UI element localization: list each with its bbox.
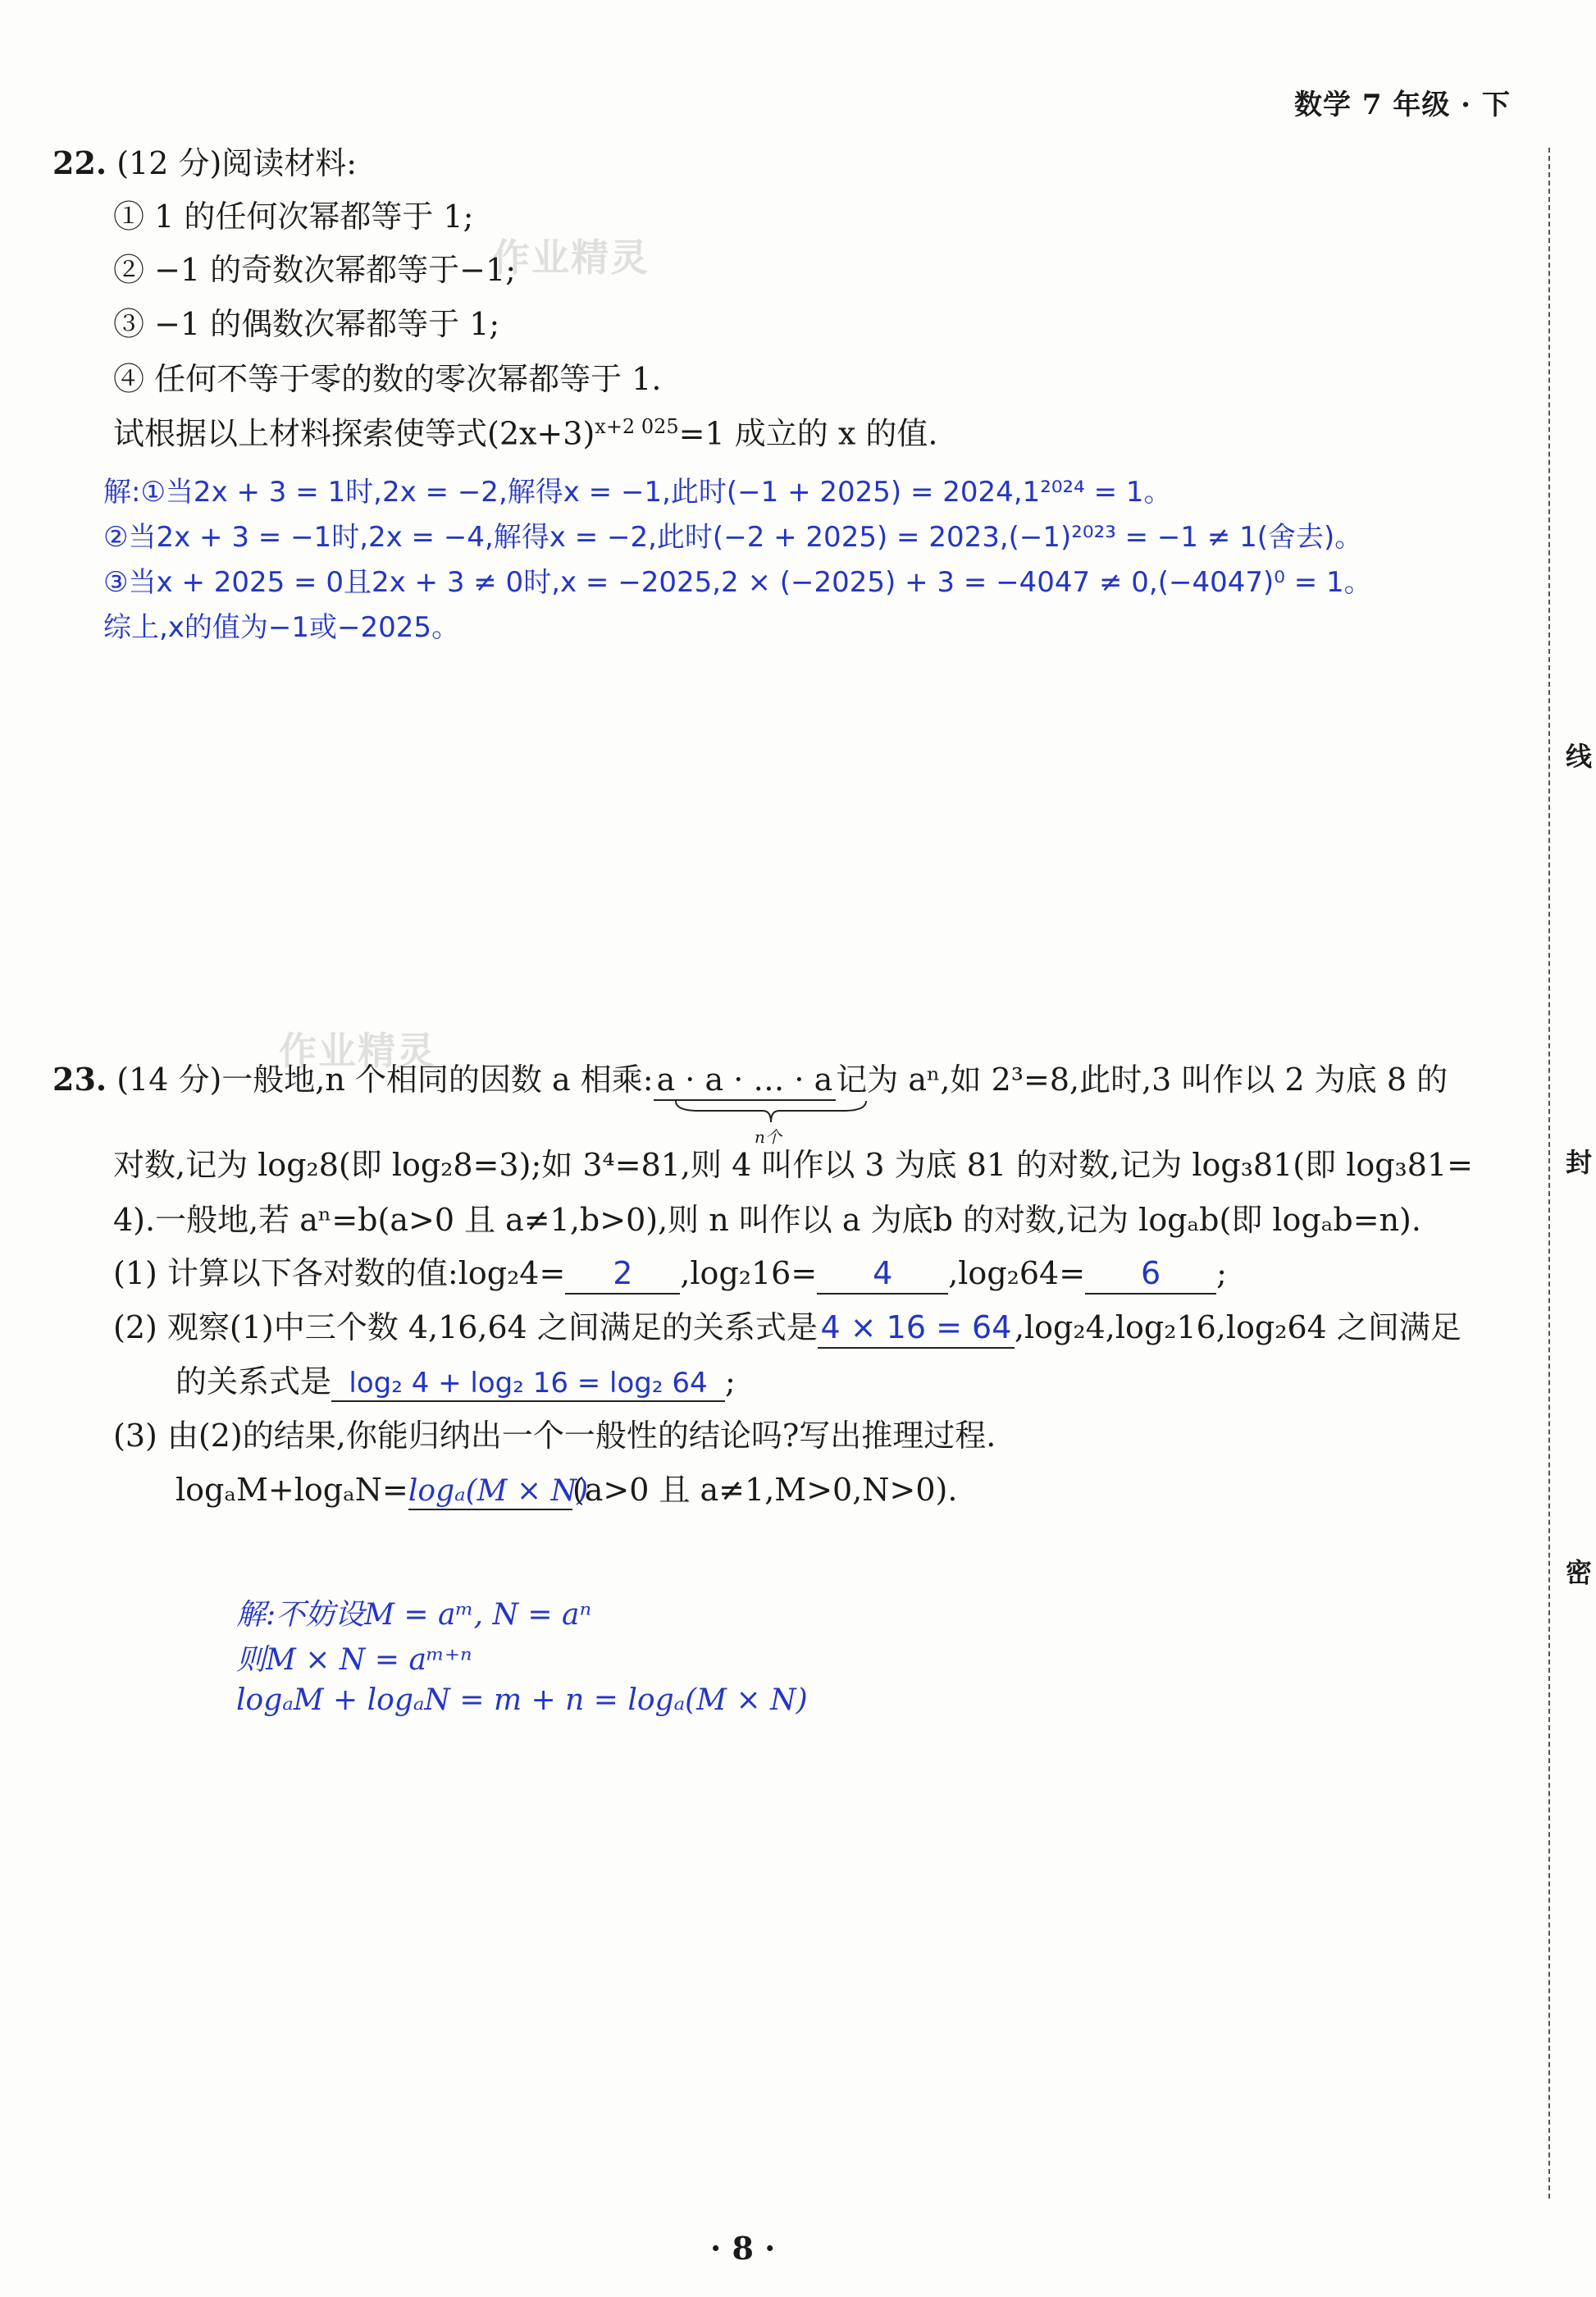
q22-answer-line-1: 解:①当2x + 3 = 1时,2x = −2,解得x = −1,此时(−1 + 2025) = 2024,1²⁰²⁴ = 1。 (103, 476, 1172, 509)
q23-p2-suffix: ,log₂4,log₂16,log₂64 之间满足 (1014, 1309, 1461, 1345)
q23-part-3-formula (176, 1472, 957, 1510)
q22-task-exponent: x+2 025 (595, 415, 679, 438)
q22-item-3: ③ −1 的偶数次幂都等于 1; (113, 306, 500, 342)
q22-number: 22. (52, 144, 107, 181)
q23-line-3: 4).一般地,若 aⁿ=b(a>0 且 a≠1,b>0),则 n 叫作以 a 为底b 的对数,记为 logₐb(即 logₐb=n). (113, 1202, 1421, 1238)
q23-part-2-line-1 (113, 1309, 1461, 1349)
q22-heading (52, 144, 357, 183)
side-mark-mi: 密 (1562, 1559, 1593, 1585)
q22-task (113, 415, 937, 453)
binding-dashed-line (1548, 148, 1550, 2199)
underbrace (674, 1099, 868, 1124)
q23-part-2-line-2 (176, 1363, 736, 1402)
q22-item-2: ② −1 的奇数次幂都等于−1; (113, 252, 516, 288)
q23-p2-prefix: (2) 观察(1)中三个数 4,16,64 之间满足的关系式是 (113, 1309, 818, 1345)
q23-product: a · a · … · a (654, 1062, 837, 1101)
q23-p1-answer-2: 4 (817, 1255, 948, 1295)
q22-task-suffix: =1 成立的 x 的值. (678, 415, 938, 452)
q22-answer-line-3: ③当x + 2025 = 0且2x + 3 ≠ 0时,x = −2025,2 × (−2025) + 3 = −4047 ≠ 0,(−4047)⁰ = 1。 (103, 566, 1372, 599)
q23-proof-line-1: 解:不妨设M = aᵐ, N = aⁿ (236, 1598, 592, 1632)
q22-task-prefix: 试根据以上材料探索使等式(2x+3) (113, 415, 595, 452)
side-mark-xian: 线 (1562, 742, 1593, 769)
q23-number: 23. (52, 1061, 107, 1098)
q23-p1-mid-1: ,log₂16= (680, 1255, 818, 1291)
q22-item-1: ① 1 的任何次幂都等于 1; (113, 199, 474, 235)
q23-p3-formula-prefix: logₐM+logₐN= (176, 1472, 408, 1508)
q22-answer-line-2: ②当2x + 3 = −1时,2x = −4,解得x = −2,此时(−2 + 2025) = 2023,(−1)²⁰²³ = −1 ≠ 1(舍去)。 (103, 521, 1363, 554)
q22-intro: (12 分)阅读材料: (116, 145, 358, 181)
q23-line-1 (52, 1061, 1448, 1101)
q23-p1-end: ; (1216, 1255, 1227, 1291)
q23-p2-end: ; (725, 1363, 736, 1400)
q23-p1-answer-1: 2 (565, 1255, 680, 1295)
page-header-title: 数学 7 年级 · 下 (1294, 89, 1511, 121)
q23-p3-formula-suffix: (a>0 且 a≠1,M>0,N>0). (572, 1472, 958, 1508)
q23-p2-line2-prefix: 的关系式是 (176, 1363, 332, 1400)
q23-proof-line-3: logₐM + logₐN = m + n = logₐ(M × N) (236, 1683, 808, 1717)
q22-answer-line-4: 综上,x的值为−1或−2025。 (103, 611, 460, 644)
q23-p3-answer: logₐ(M × N) (408, 1473, 572, 1510)
q23-line1-a: (14 分)一般地,n 个相同的因数 a 相乘: (116, 1062, 654, 1098)
q22-item-4: ④ 任何不等于零的数的零次幂都等于 1. (113, 361, 662, 397)
q23-p2-answer-2: log₂ 4 + log₂ 16 = log₂ 64 (331, 1367, 725, 1402)
q23-p1-mid-2: ,log₂64= (948, 1255, 1086, 1291)
q23-p1-prefix: (1) 计算以下各对数的值:log₂4= (113, 1255, 566, 1291)
q23-part-1 (113, 1255, 1227, 1295)
watermark: 作业精灵 (492, 235, 650, 280)
page-number: · 8 · (710, 2230, 776, 2267)
q23-p1-answer-3: 6 (1085, 1255, 1216, 1295)
q23-part-3: (3) 由(2)的结果,你能归纳出一个一般性的结论吗?写出推理过程. (113, 1418, 996, 1454)
q23-proof-line-2: 则M × N = aᵐ⁺ⁿ (236, 1643, 472, 1677)
underbrace-label: n个 (755, 1127, 782, 1147)
side-mark-feng: 封 (1562, 1148, 1593, 1175)
q23-line-2: 对数,记为 log₂8(即 log₂8=3);如 3⁴=81,则 4 叫作以 3 为底 81 的对数,记为 log₃81(即 log₃81= (113, 1147, 1473, 1183)
q23-line1-b: 记为 aⁿ,如 2³=8,此时,3 叫作以 2 为底 8 的 (836, 1062, 1448, 1098)
q23-p2-answer-1: 4 × 16 = 64 (818, 1309, 1015, 1349)
watermark: 作业精灵 (279, 1029, 436, 1073)
